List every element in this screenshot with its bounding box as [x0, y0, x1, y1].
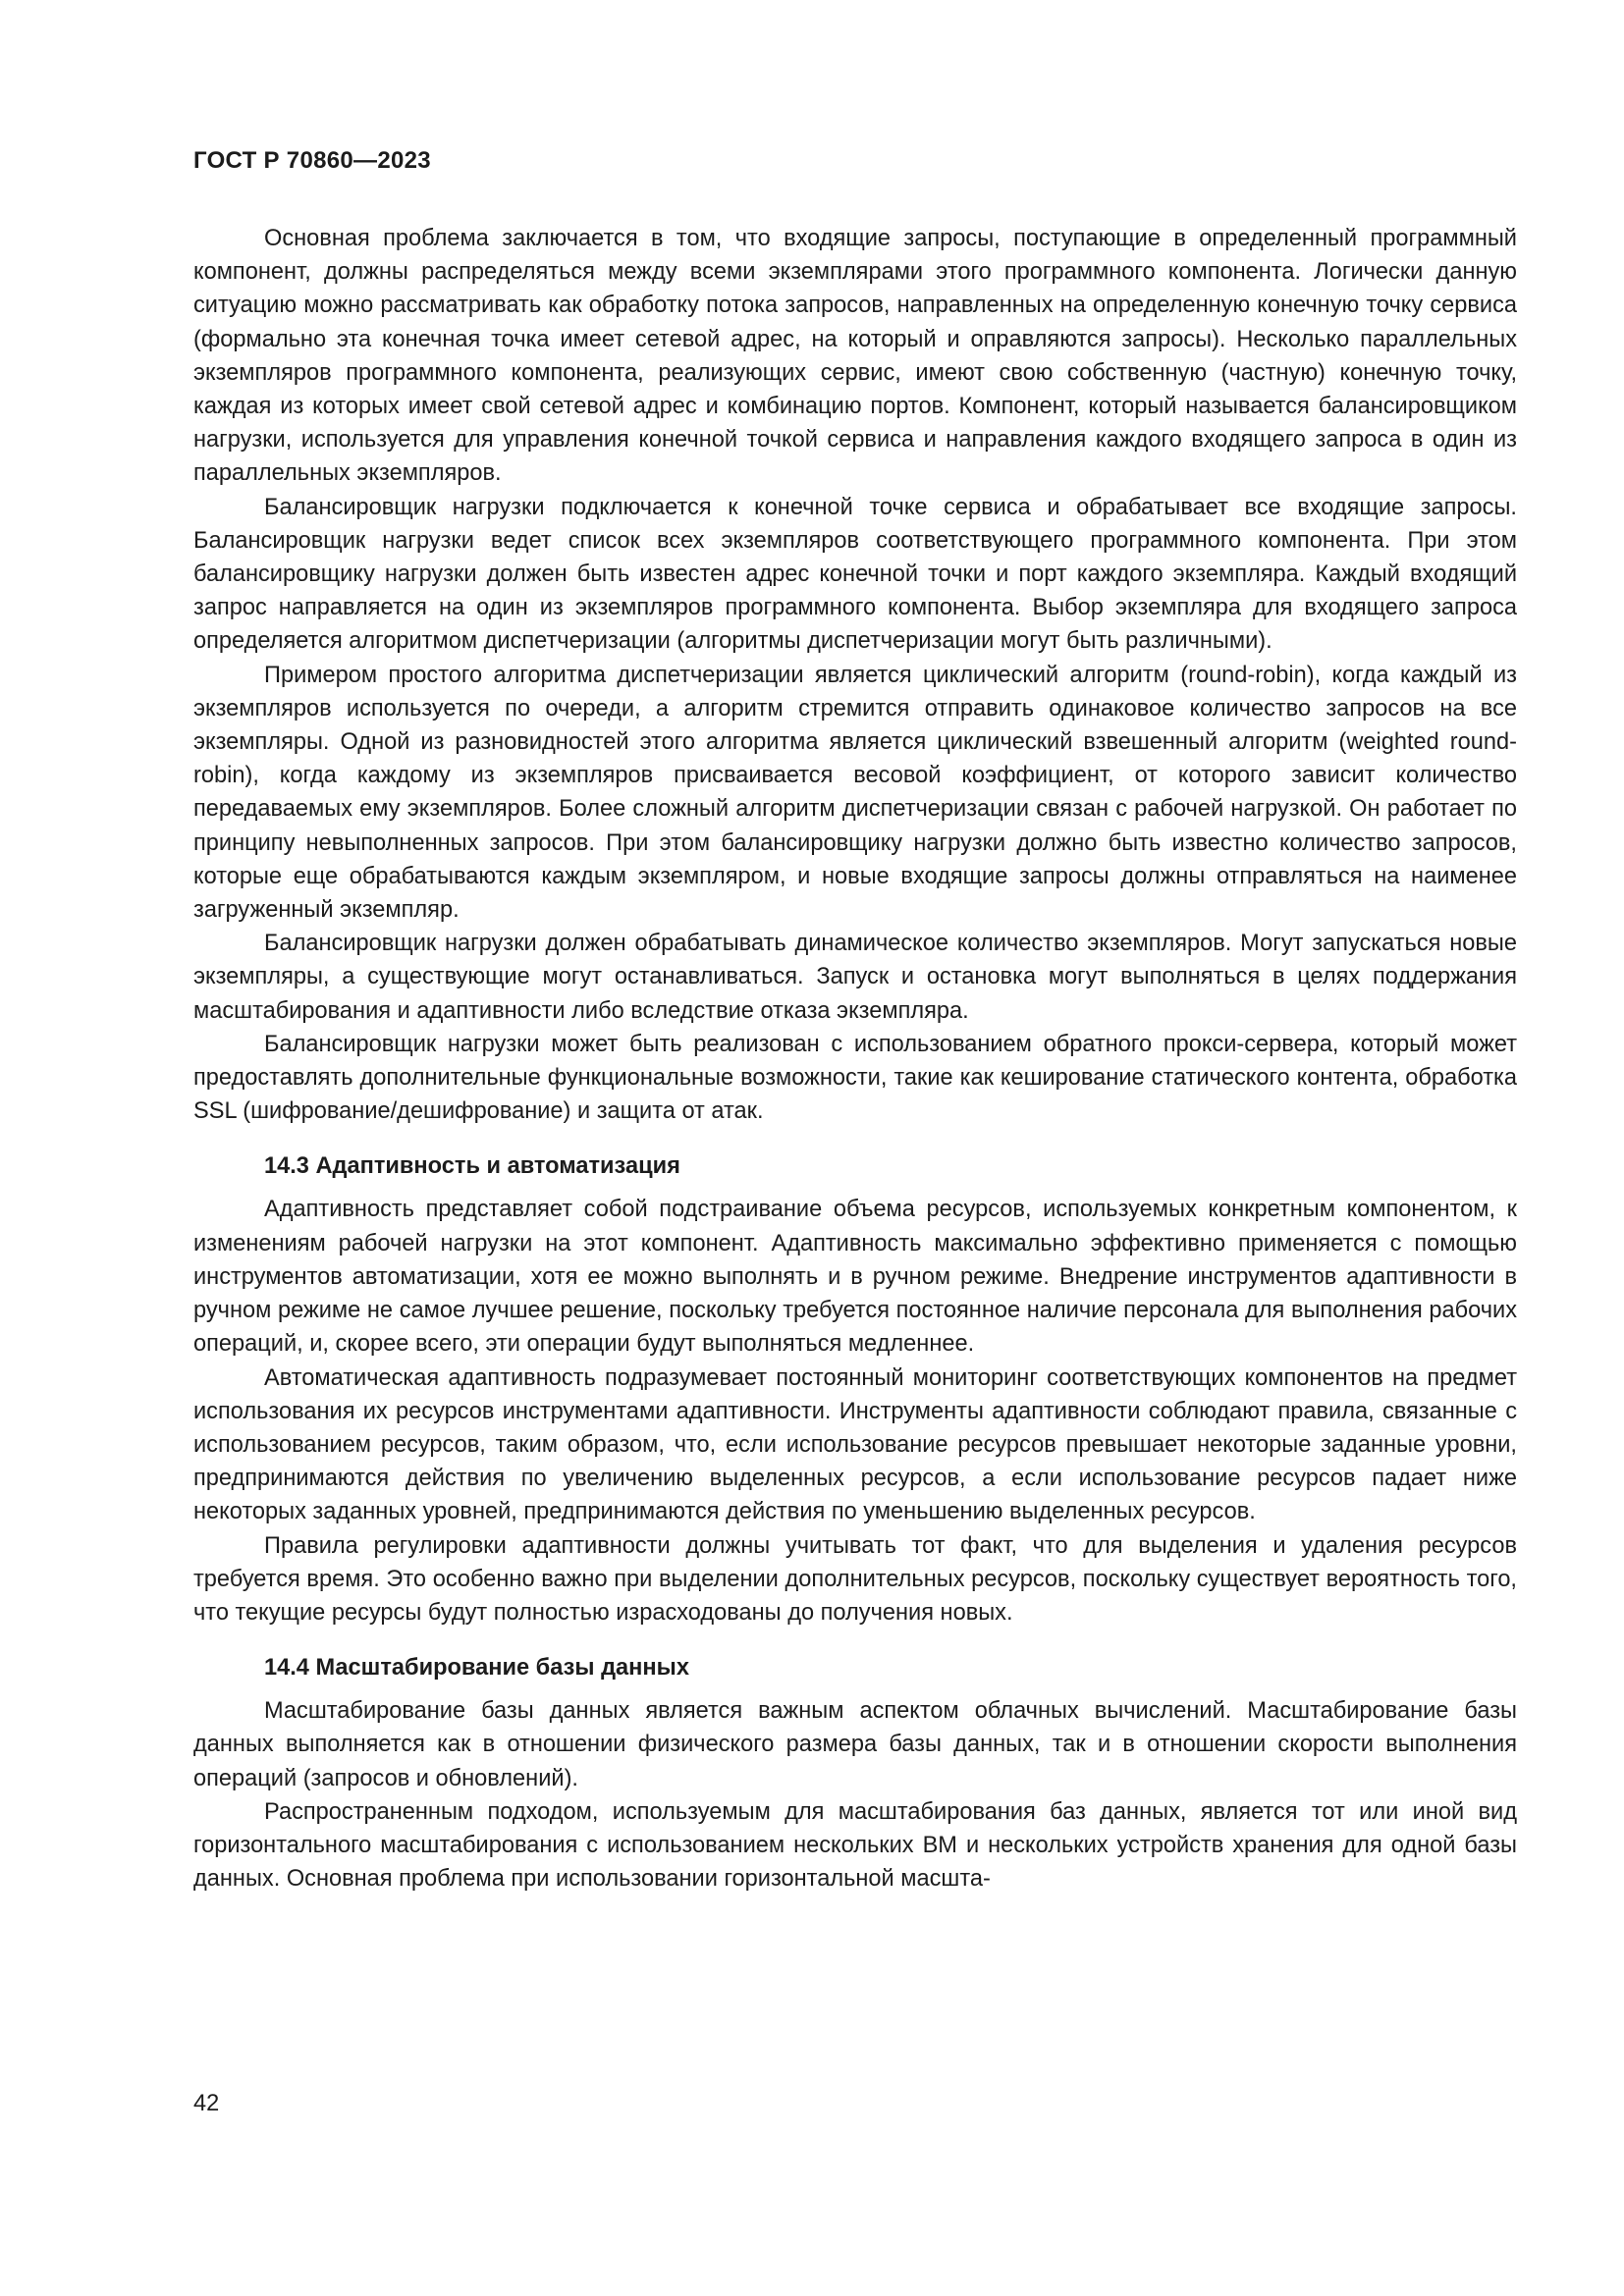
- page-body: [193, 222, 1517, 1896]
- section-heading-14-4: 14.4 Масштабирование базы данных: [264, 1655, 689, 1682]
- paragraph-1: Основная проблема заключается в том, что входящие запросы, поступающие в определенный программный компонент, должны распределяться между всеми экземплярами этого программного компонента. Логически данную ситуацию можно рассматривать как обработку потока запросов, направленных на определенную конечную точку сервиса (формально эта конечная точка имеет сетевой адрес, на который и оправляются запросы). Несколько параллельных экземпляров программного компонента, реализующих сервис, имеют свою собственную (частную) конечную точку, каждая из которых имеет свой сетевой адрес и комбинацию портов. Компонент, который называется балансировщиком нагрузки, используется для управления конечной точкой сервиса и направления каждого входящего запроса в один из параллельных экземпляров.: [193, 226, 1517, 487]
- document-header-id: ГОСТ Р 70860—2023: [193, 147, 431, 174]
- paragraph-5: Балансировщик нагрузки может быть реализован с использованием обратного прокси-сервера, который может предоставлять дополнительные функциональные возможности, такие как кеширование статического контента, обработка SSL (шифрование/дешифрование) и защита от атак.: [193, 1031, 1517, 1125]
- paragraph-10: Распространенным подходом, используемым для масштабирования баз данных, является тот или иной вид горизонтального масштабирования с использованием нескольких ВМ и нескольких устройств хранения для одной базы данных. Основная проблема при использовании горизонтальной масшта-: [193, 1798, 1517, 1893]
- page-number: 42: [193, 2091, 220, 2116]
- paragraph-8: Правила регулировки адаптивности должны учитывать тот факт, что для выделения и удаления ресурсов требуется время. Это особенно важно при выделении дополнительных ресурсов, поскольку существует вероятность того, что текущие ресурсы будут полностью израсходованы до получения новых.: [193, 1532, 1517, 1626]
- paragraph-2: Балансировщик нагрузки подключается к конечной точке сервиса и обрабатывает все входящие запросы. Балансировщик нагрузки ведет список всех экземпляров соответствующего программного компонента. При этом балансировщику нагрузки должен быть известен адрес конечной точки и порт каждого экземпляра. Каждый входящий запрос направляется на один из экземпляров программного компонента. Выбор экземпляра для входящего запроса определяется алгоритмом диспетчеризации (алгоритмы диспетчеризации могут быть различными).: [193, 494, 1517, 655]
- paragraph-4: Балансировщик нагрузки должен обрабатывать динамическое количество экземпляров. Могут запускаться новые экземпляры, а существующие могут останавливаться. Запуск и остановка могут выполняться в целях поддержания масштабирования и адаптивности либо вследствие отказа экземпляра.: [193, 931, 1517, 1024]
- section-heading-14-3: 14.3 Адаптивность и автоматизация: [264, 1153, 680, 1180]
- paragraph-6: Адаптивность представляет собой подстраивание объема ресурсов, используемых конкретным компонентом, к изменениям рабочей нагрузки на этот компонент. Адаптивность максимально эффективно применяется с помощью инструментов автоматизации, хотя ее можно выполнять и в ручном режиме. Внедрение инструментов адаптивности в ручном режиме не самое лучшее решение, поскольку требуется постоянное наличие персонала для выполнения рабочих операций, и, скорее всего, эти операции будут выполняться медленнее.: [193, 1197, 1517, 1358]
- paragraph-9: Масштабирование базы данных является важным аспектом облачных вычислений. Масштабирование базы данных выполняется как в отношении физического размера базы данных, так и в отношении скорости выполнения операций (запросов и обновлений).: [193, 1698, 1517, 1791]
- paragraph-3: Примером простого алгоритма диспетчеризации является циклический алгоритм (round-robin), когда каждый из экземпляров используется по очереди, а алгоритм стремится отправить одинаковое количество запросов на все экземпляры. Одной из разновидностей этого алгоритма является циклический взвешенный алгоритм (weighted round-robin), когда каждому из экземпляров присваивается весовой коэффициент, от которого зависит количество передаваемых ему экземпляров. Более сложный алгоритм диспетчеризации связан с рабочей нагрузкой. Он работает по принципу невыполненных запросов. При этом балансировщику нагрузки должно быть известно количество запросов, которые еще обрабатываются каждым экземпляром, и новые входящие запросы должны отправляться на наименее загруженный экземпляр.: [193, 662, 1517, 924]
- paragraph-7: Автоматическая адаптивность подразумевает постоянный мониторинг соответствующих компонентов на предмет использования их ресурсов инструментами адаптивности. Инструменты адаптивности соблюдают правила, связанные с использованием ресурсов, таким образом, что, если использование ресурсов превышает некоторые заданные уровни, предпринимаются действия по увеличению выделенных ресурсов, а если использование ресурсов падает ниже некоторых заданных уровней, предпринимаются действия по уменьшению выделенных ресурсов.: [193, 1364, 1517, 1525]
